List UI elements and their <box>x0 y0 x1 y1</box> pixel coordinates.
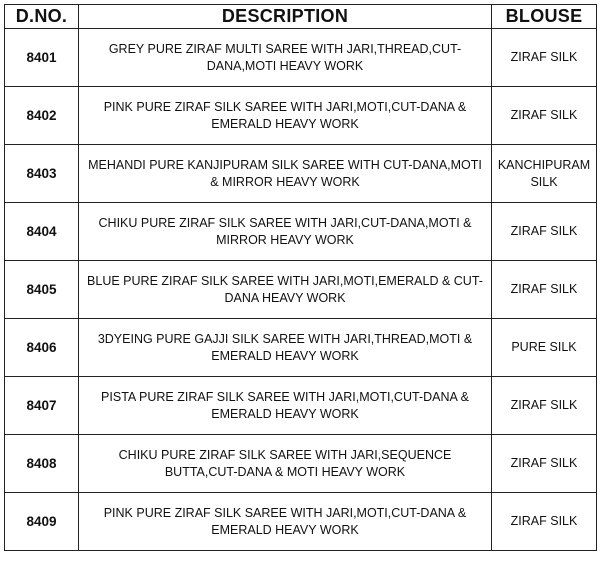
header-row <box>5 5 597 29</box>
design-number: 8404 <box>5 203 79 261</box>
table-row <box>5 261 597 319</box>
table-row <box>5 435 597 493</box>
header-dno: D.NO. <box>5 5 79 29</box>
table-row <box>5 87 597 145</box>
saree-description: PISTA PURE ZIRAF SILK SAREE WITH JARI,MOTI,CUT-DANA & EMERALD HEAVY WORK <box>79 377 492 435</box>
header-description: DESCRIPTION <box>79 5 492 29</box>
table-row <box>5 203 597 261</box>
catalog-table <box>4 4 597 551</box>
saree-description: 3DYEING PURE GAJJI SILK SAREE WITH JARI,THREAD,MOTI & EMERALD HEAVY WORK <box>79 319 492 377</box>
saree-description: CHIKU PURE ZIRAF SILK SAREE WITH JARI,CUT-DANA,MOTI & MIRROR HEAVY WORK <box>79 203 492 261</box>
design-number: 8405 <box>5 261 79 319</box>
table-header <box>5 5 597 29</box>
design-number: 8403 <box>5 145 79 203</box>
blouse-fabric: ZIRAF SILK <box>492 493 597 551</box>
blouse-fabric: ZIRAF SILK <box>492 435 597 493</box>
blouse-fabric: ZIRAF SILK <box>492 377 597 435</box>
saree-description: CHIKU PURE ZIRAF SILK SAREE WITH JARI,SEQUENCE BUTTA,CUT-DANA & MOTI HEAVY WORK <box>79 435 492 493</box>
table-body <box>5 29 597 551</box>
design-number: 8409 <box>5 493 79 551</box>
design-number: 8407 <box>5 377 79 435</box>
table-row <box>5 319 597 377</box>
table-row <box>5 29 597 87</box>
blouse-fabric: ZIRAF SILK <box>492 29 597 87</box>
saree-description: GREY PURE ZIRAF MULTI SAREE WITH JARI,THREAD,CUT-DANA,MOTI HEAVY WORK <box>79 29 492 87</box>
blouse-fabric: PURE SILK <box>492 319 597 377</box>
blouse-fabric: KANCHIPURAM SILK <box>492 145 597 203</box>
saree-description: BLUE PURE ZIRAF SILK SAREE WITH JARI,MOTI,EMERALD & CUT-DANA HEAVY WORK <box>79 261 492 319</box>
saree-description: PINK PURE ZIRAF SILK SAREE WITH JARI,MOTI,CUT-DANA & EMERALD HEAVY WORK <box>79 87 492 145</box>
design-number: 8406 <box>5 319 79 377</box>
blouse-fabric: ZIRAF SILK <box>492 261 597 319</box>
blouse-fabric: ZIRAF SILK <box>492 203 597 261</box>
blouse-fabric: ZIRAF SILK <box>492 87 597 145</box>
design-number: 8402 <box>5 87 79 145</box>
saree-description: PINK PURE ZIRAF SILK SAREE WITH JARI,MOTI,CUT-DANA & EMERALD HEAVY WORK <box>79 493 492 551</box>
design-number: 8408 <box>5 435 79 493</box>
design-number: 8401 <box>5 29 79 87</box>
table-row <box>5 493 597 551</box>
saree-description: MEHANDI PURE KANJIPURAM SILK SAREE WITH CUT-DANA,MOTI & MIRROR HEAVY WORK <box>79 145 492 203</box>
table-row <box>5 377 597 435</box>
table-row <box>5 145 597 203</box>
header-blouse: BLOUSE <box>492 5 597 29</box>
